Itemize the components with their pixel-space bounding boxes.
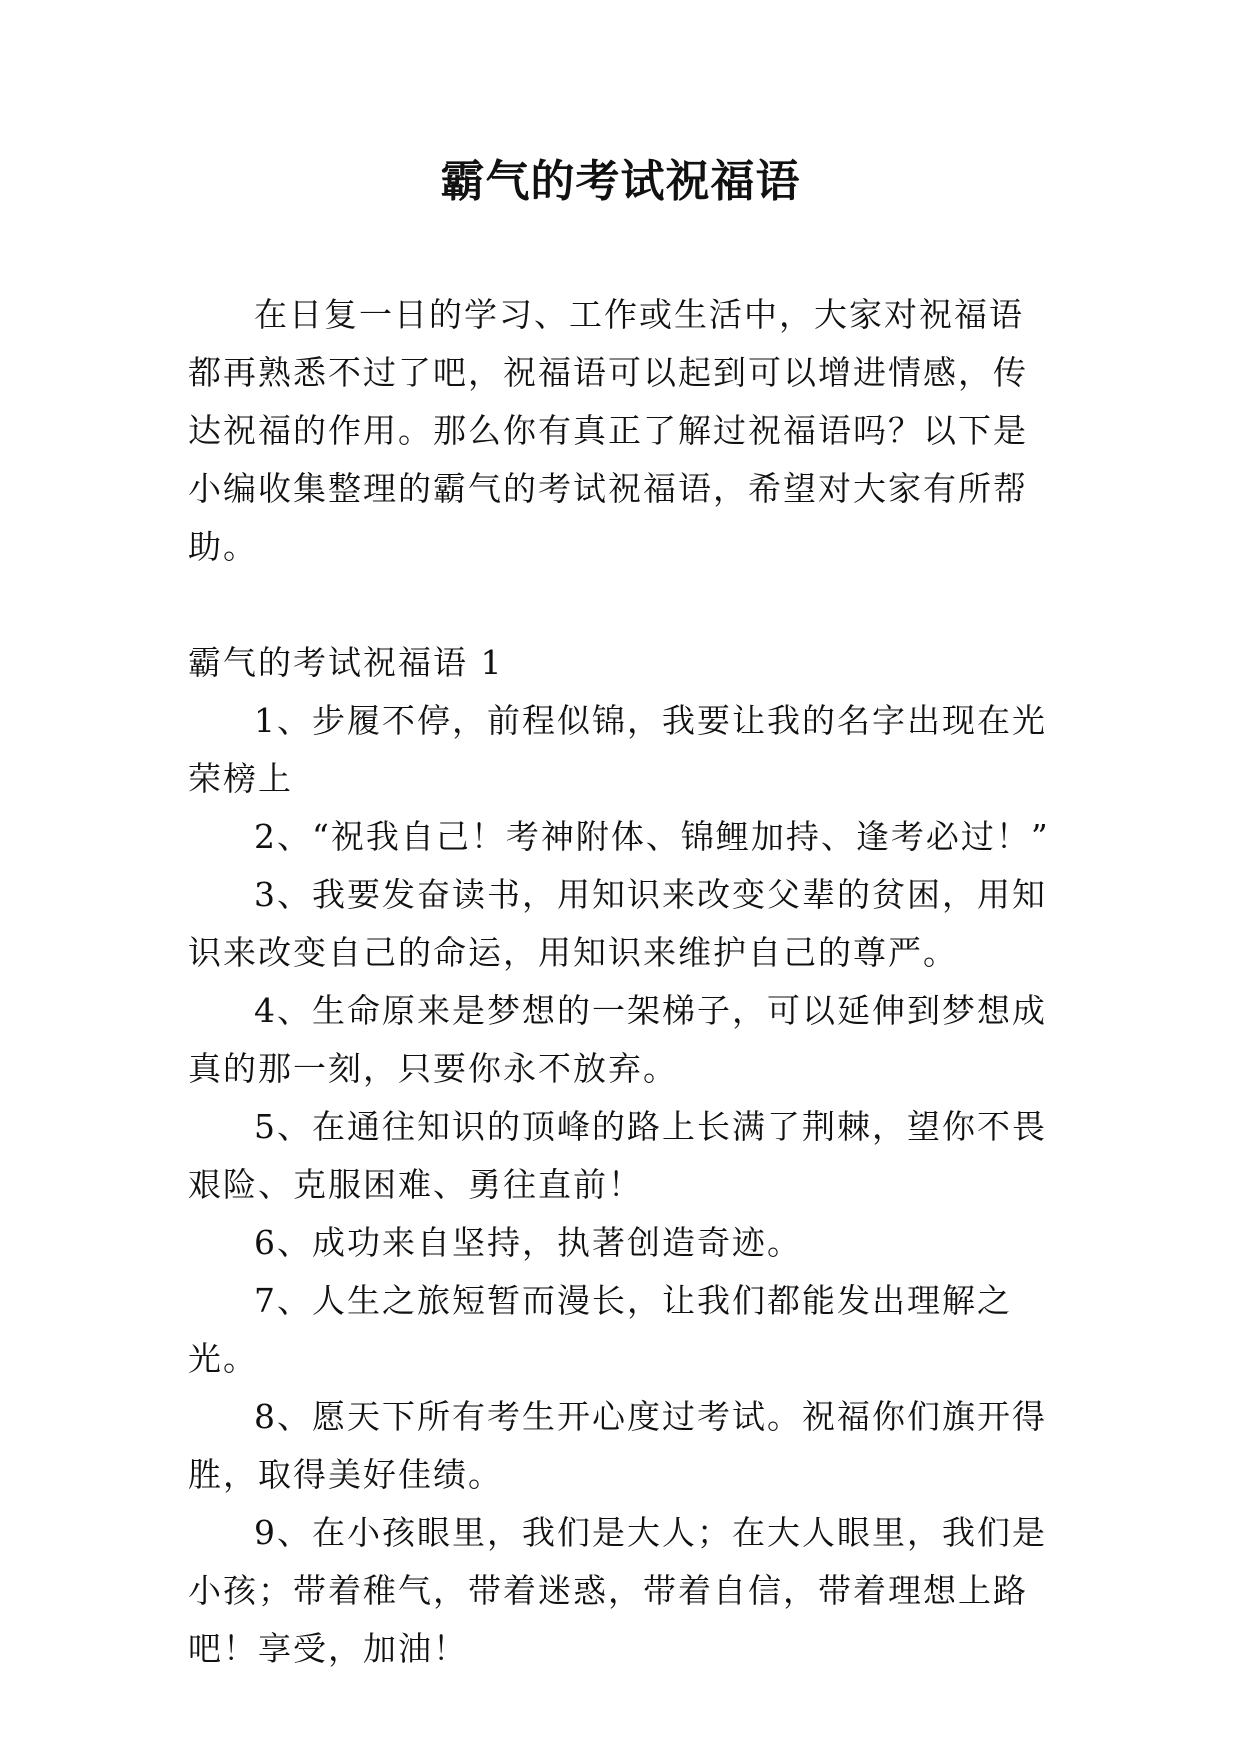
intro-paragraph: 在日复一日的学习、工作或生活中，大家对祝福语都再熟悉不过了吧，祝福语可以起到可以增进情感，传达祝福的作用。那么你有真正了解过祝福语吗？以下是小编收集整理的霸气的考试祝福语，希望对大家有所帮助。 — [188, 295, 1028, 566]
list-item: 8、愿天下所有考生开心度过考试。祝福你们旗开得胜，取得美好佳绩。 — [188, 1397, 1047, 1494]
list-item: 4、生命原来是梦想的一架梯子，可以延伸到梦想成真的那一刻，只要你永不放弃。 — [188, 991, 1047, 1088]
list-item: 5、在通往知识的顶峰的路上长满了荆棘，望你不畏艰险、克服困难、勇往直前！ — [188, 1107, 1047, 1204]
list-item: 1、步履不停，前程似锦，我要让我的名字出现在光荣榜上 — [188, 701, 1047, 798]
document-body — [188, 286, 1054, 1678]
document-title: 霸气的考试祝福语 — [440, 156, 801, 207]
list-item: 9、在小孩眼里，我们是大人；在大人眼里，我们是小孩；带着稚气，带着迷惑，带着自信，带着理想上路吧！享受，加油！ — [188, 1513, 1047, 1668]
list-item: 2、“祝我自己！考神附体、锦鲤加持、逢考必过！” — [254, 817, 1050, 856]
list-item: 3、我要发奋读书，用知识来改变父辈的贫困，用知识来改变自己的命运，用知识来维护自己的尊严。 — [188, 875, 1047, 972]
list-item: 7、人生之旅短暂而漫长，让我们都能发出理解之光。 — [188, 1281, 1012, 1378]
list-item: 6、成功来自坚持，执著创造奇迹。 — [254, 1223, 802, 1262]
section-heading: 霸气的考试祝福语 1 — [188, 643, 504, 682]
